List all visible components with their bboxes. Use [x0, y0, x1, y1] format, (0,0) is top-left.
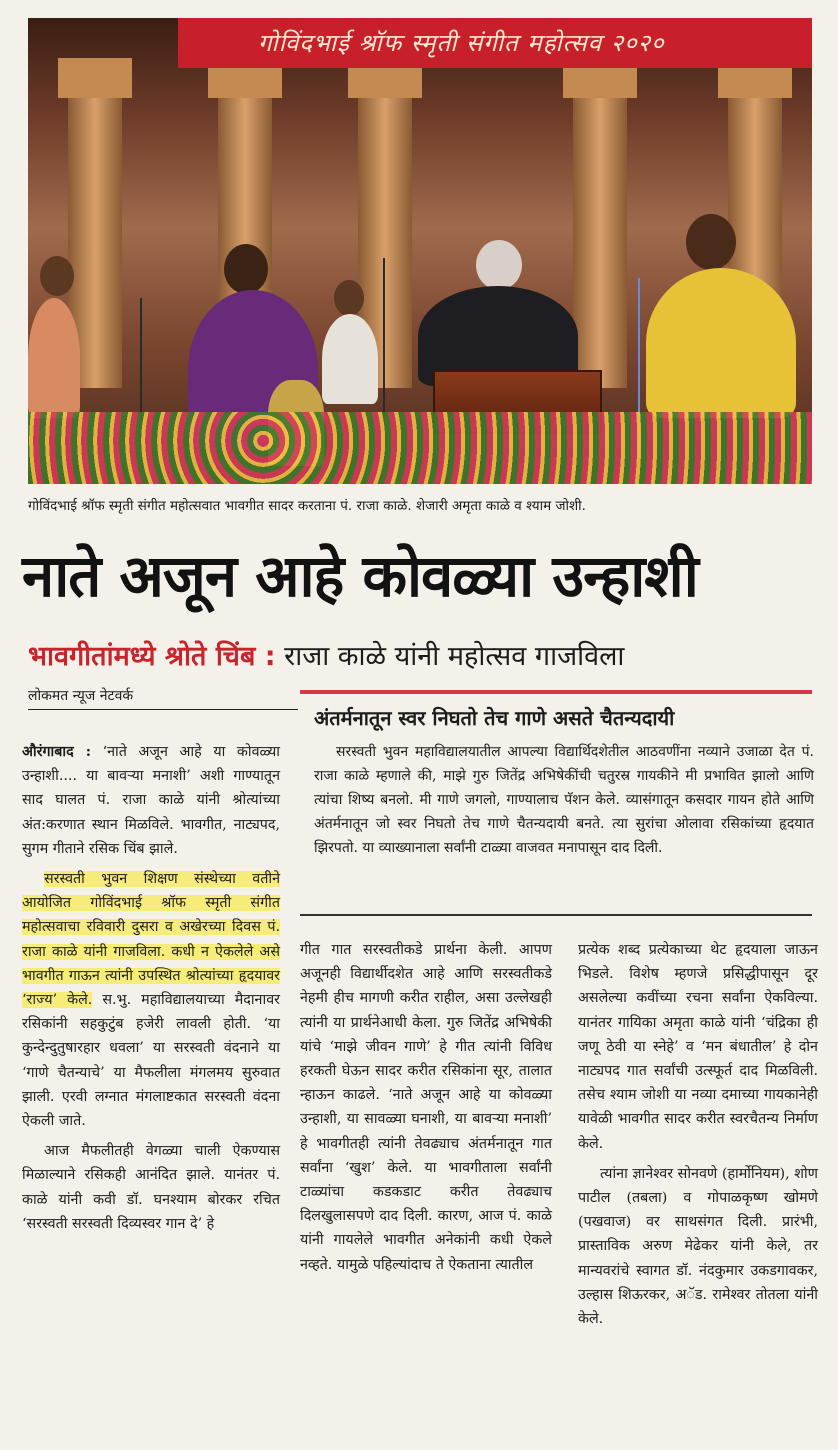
column3-p2: त्यांना ज्ञानेश्वर सोनवणे (हार्मोनियम), शोण पाटील (तबला) व गोपाळकृष्ण खोमणे (पखवाज) वर साथसंगत दिली. प्रारंभी, प्रास्ताविक अरुण मेढेकर यांनी केले, तर मान्यवरांचे स्वागत डॉ. नंदकुमार उकडगावकर, उल्हास शिऊरकर, अॅड. रामेश्वर तोतला यांनी केले.: [578, 1165, 818, 1328]
photo-caption: गोविंदभाई श्रॉफ स्मृती संगीत महोत्सवात भावगीत सादर करताना पं. राजा काळे. शेजारी अमृता काळे व श्याम जोशी.: [28, 498, 586, 514]
column3-p1: प्रत्येक शब्द प्रत्येकाच्या थेट हृदयाला जाऊन भिडले. विशेष म्हणजे प्रसिद्धीपासून दूर असलेल्या कवींच्या रचना सर्वांना ऐकविल्या. यानंतर गायिका अमृता काळे यांनी ‘चंद्रिका ही जणू ठेवी या स्नेहे’ व ‘मन बंधातील’ हे दोन नाट्यपद गात सर्वांची उत्स्फूर्त दाद मिळविली. तसेच श्याम जोशी या नव्या दमाच्या गायकानेही यावेळी भावगीत सादर करीत स्वरचैतन्य निर्माण केले.: [578, 942, 818, 1152]
dateline: औरंगाबाद :: [22, 744, 91, 760]
subheadline: [28, 636, 818, 673]
byline: लोकमत न्यूज नेटवर्क: [28, 686, 298, 710]
column1-highlight: सरस्वती भुवन शिक्षण संस्थेच्या वतीने आयोजित गोविंदभाई श्रॉफ स्मृती संगीत महोत्सवाचा रविवारी दुसरा व अखेरच्या दिवस पं. राजा काळे यांनी गाजविला. कधी न ऐकलेले असे भावगीत गाऊन त्यांनी उपस्थित श्रोत्यांच्या हृदयावर ‘राज्य’ केले.: [22, 871, 280, 1009]
box-body: [314, 740, 814, 860]
article-column-3: [578, 938, 818, 1337]
column1-p1: ‘नाते अजून आहे या कोवळ्या उन्हाशी.... या बावऱ्या मनाशी’ अशी गाण्यातून साद घालत पं. राजा काळे यांनी श्रोत्यांच्या अंत:करणात स्थान मिळविले. भावगीत, नाट्यपद, सुगम गीताने रसिक चिंब झाले.: [22, 744, 280, 857]
column1-p2: स.भु. महाविद्यालयाच्या मैदानावर रसिकांनी सहकुटुंब हजेरी लावली होती. ‘या कुन्देन्दुतुषारहार धवला’ या सरस्वती वंदनाने या ‘गाणे चैतन्याचे’ या मैफलीला मंगलमय सुरुवात झाली. एरवी लग्नात मंगलाष्टकात सरस्वती वंदना ऐकली जाते.: [22, 992, 280, 1130]
box-divider: [300, 914, 812, 916]
subheadline-rest: राजा काळे यांनी महोत्सव गाजविला: [275, 641, 625, 672]
headline: नाते अजून आहे कोवळ्या उन्हाशी: [22, 542, 698, 610]
flower-decoration: [28, 412, 812, 484]
subheadline-red: भावगीतांमध्ये श्रोते चिंब :: [28, 641, 276, 672]
column2-p1: गीत गात सरस्वतीकडे प्रार्थना केली. आपण अजूनही विद्यार्थीदशेत आहे आणि सरस्वतीकडे नेहमी हीच मागणी करीत राहील, असा उल्लेखही त्यांनी या प्रार्थनेआधी केला. गुरु जितेंद्र अभिषेकी यांचे ‘माझे जीवन गाणे’ हे गीत त्यांनी विविध हरकती घेऊन सादर करीत रसिकांना सूर, तालात न्हाऊन काढले. ‘नाते अजून आहे या कोवळ्या उन्हाशी, या सावळ्या घनाशी, या बावऱ्या मनाशी’ हे भावगीतही त्यांनी तेवढ्याच अंतर्मनातून गात सर्वांना ‘खुश’ केले. या भावगीताला सर्वांनी टाळ्यांचा कडकडाट करीत तेवढ्याच दिलखुलासपणे दाद दिली. कारण, आज पं. काळे यांनी गायलेले भावगीत अनेकांनी कधी ऐकले नव्हते. यामुळे पहिल्यांदाच ते ऐकताना त्यातील: [300, 942, 552, 1273]
concert-photo: [28, 18, 812, 484]
column1-p3: आज मैफलीतही वेगळ्या चाली ऐकण्यास मिळाल्याने रसिकही आनंदित झाले. यानंतर पं. काळे यांनी कवी डॉ. घनश्याम बोरकर रचित ‘सरस्वती सरस्वती दिव्यस्वर गान दे’ हे: [22, 1143, 280, 1232]
article-column-1: [22, 740, 280, 1242]
box-body-text: सरस्वती भुवन महाविद्यालयातील आपल्या विद्यार्थिदशेतील आठवणींना नव्याने उजाळा देत पं. राजा काळे म्हणाले की, माझे गुरु जितेंद्र अभिषेकींची चतुरस्र गायकीने मी प्रभावित झालो आणि त्यांचा शिष्य बनलो. मी गाणे जगलो, गाण्यालाच पॅशन केले. व्यासंगातून कसदार गायन होते आणि अंतर्मनातून जो स्वर निघतो तेच गाणे चैतन्यदायी बनते. त्या सुरांचा ओलावा रसिकांच्या हृदयात झिरपतो. या व्याख्यानाला सर्वांनी टाळ्या वाजवत मनापासून दाद दिली.: [314, 744, 814, 856]
box-title: अंतर्मनातून स्वर निघतो तेच गाणे असते चैतन्यदायी: [314, 706, 675, 730]
section-rule: [300, 690, 812, 694]
photo-banner: गोविंदभाई श्रॉफ स्मृती संगीत महोत्सव २०२०: [178, 18, 812, 68]
article-column-2: [300, 938, 552, 1283]
